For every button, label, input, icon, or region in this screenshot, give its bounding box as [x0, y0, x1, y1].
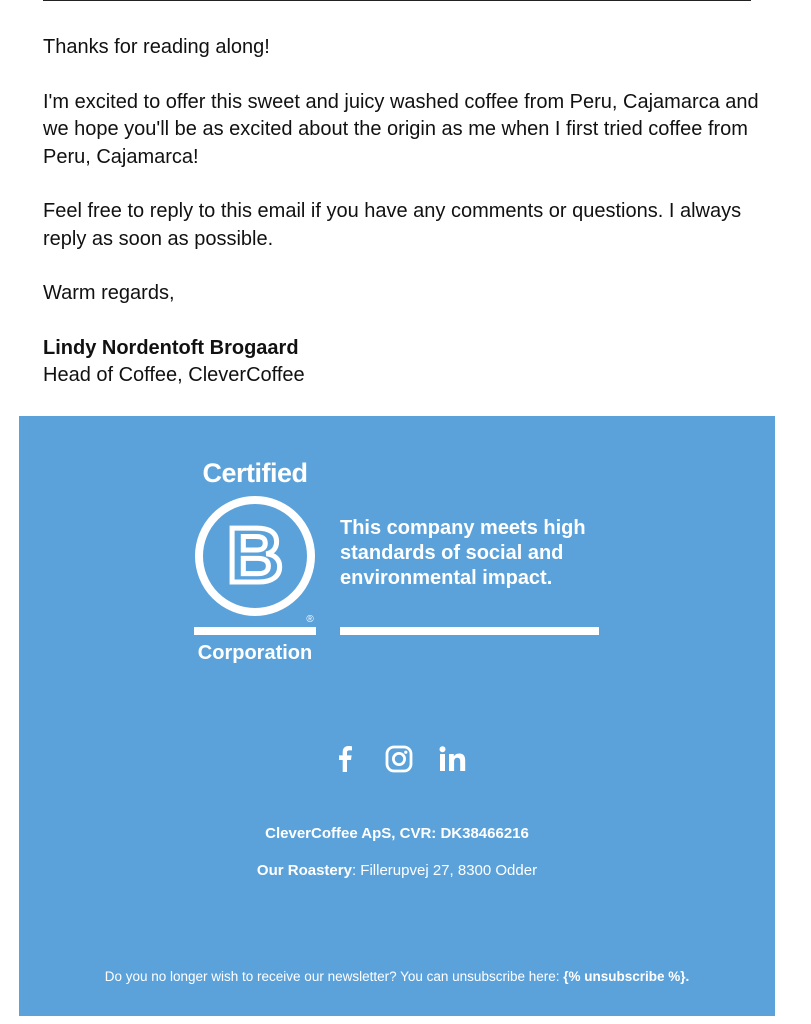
unsubscribe-link[interactable]: {% unsubscribe %}.	[563, 969, 690, 984]
unsubscribe-text: Do you no longer wish to receive our newsletter? You can unsubscribe here:	[104, 969, 564, 984]
top-divider	[43, 0, 751, 1]
bcorp-letter: B	[226, 511, 284, 599]
greeting-paragraph: Thanks for reading along!	[43, 36, 270, 58]
signature-title: Head of Coffee, CleverCoffee	[43, 364, 305, 386]
social-links	[329, 743, 469, 775]
address-value: : Fillerupvej 27, 8300 Odder	[351, 862, 538, 879]
intro-paragraph: I'm excited to offer this sweet and juicy washed coffee from Peru, Cajamarca and we hope you'll be as excited about the origin as me when I first tried coffee from Peru, Cajamarca!	[43, 90, 759, 168]
signature-name: Lindy Nordentoft Brogaard	[43, 336, 299, 359]
address-label: Our Roastery	[256, 862, 352, 879]
linkedin-icon[interactable]	[437, 743, 469, 775]
company-registration: CleverCoffee ApS, CVR: DK38466216	[265, 825, 529, 842]
closing-paragraph: Warm regards,	[43, 282, 175, 304]
email-body	[43, 34, 773, 390]
newsletter-footer	[19, 416, 775, 1016]
bcorp-tagline: This company meets high standards of social and environmental impact.	[340, 517, 586, 589]
bcorp-certified-label: Certified	[202, 458, 308, 488]
instagram-icon[interactable]	[383, 743, 415, 775]
roastery-address	[19, 862, 775, 879]
reply-paragraph: Feel free to reply to this email if you have any comments or questions. I always reply as soon as possible.	[43, 200, 742, 250]
bcorp-badge	[194, 458, 614, 673]
bcorp-underline-right	[340, 627, 599, 635]
facebook-icon[interactable]	[329, 743, 361, 775]
bcorp-logo-icon	[194, 494, 316, 624]
registered-mark: ®	[306, 614, 314, 624]
bcorp-underline-left	[194, 627, 316, 635]
bcorp-corporation-label: Corporation	[197, 642, 313, 664]
unsubscribe-notice	[19, 969, 775, 984]
